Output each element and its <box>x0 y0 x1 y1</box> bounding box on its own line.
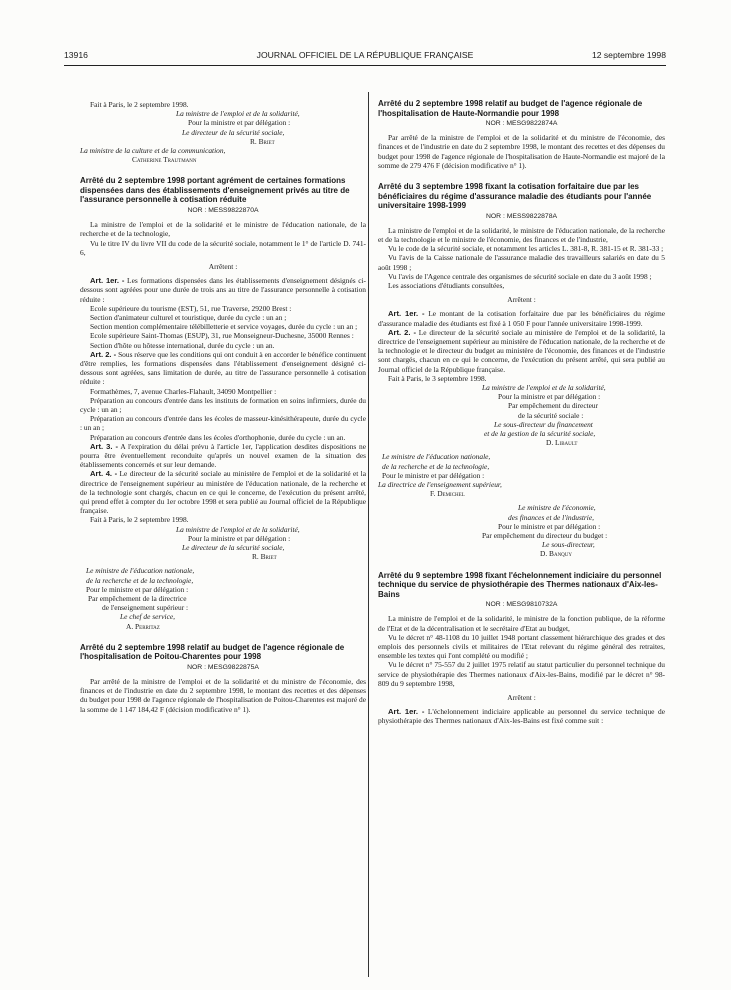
paragraph: Les associations d'étudiants consultées, <box>388 280 505 290</box>
signature-line: Le directeur de la sécurité sociale, <box>182 127 285 137</box>
article-label: Art. 2. - <box>90 349 117 359</box>
list-item: Préparation au concours d'entrée dans les instituts de formation en soins infirmiers, durée du cycle : un an ; <box>80 395 366 414</box>
signature-line: Le sous-directeur, <box>542 540 595 550</box>
article-2: Art. 2. - Le directeur de la sécurité sociale au ministère de l'emploi et de la solidarité, la directrice de l'enseignement supérieur au ministère de l'éducation nationale, de la recherche et de la technologie et le directeur du budget au ministère de l'économie, des finances et de l'industrie sont chargés, chacun en ce qui le concerne, de l'exécution du présent arrêté, qui sera publié au Journal officiel de la République française. <box>378 327 665 374</box>
list-item: Section d'animateur culturel et touristique, durée du cycle : un an ; <box>90 312 287 322</box>
paragraph: Vu le code de la sécurité sociale, et notamment les articles L. 381-8, R. 381-15 et R. 381-33 ; <box>388 244 664 254</box>
decree-title: Arrêté du 2 septembre 1998 portant agrément de certaines formations dispensées dans des établissements d'enseignement privés au titre de l'assurance personnelle à cotisation réduite <box>80 176 350 205</box>
article-label: Art. 1er. - <box>388 707 425 717</box>
paragraph: Vu l'avis de la Caisse nationale de l'assurance maladie des travailleurs salariés en date du 5 août 1998 ; <box>378 253 665 272</box>
signatory: Catherine Trautmann <box>132 155 197 165</box>
signature-block-previous <box>80 100 366 164</box>
signature-line: Le chef de service, <box>120 612 175 622</box>
nor-reference: NOR : MESG9822875A <box>187 663 259 671</box>
paragraph: La ministre de l'emploi et de la solidarité, le ministre de l'éducation nationale, de la recherche et de la technologie et le ministre de l'économie, des finances et de l'industrie, <box>378 225 665 244</box>
signature-line: Le ministre de l'éducation nationale, <box>86 566 195 576</box>
article-label: Art. 4. - <box>90 469 118 479</box>
paragraph: Vu l'avis de l'Agence centrale des organismes de sécurité sociale en date du 3 août 1998 ; <box>388 271 652 281</box>
signature-line: Le ministre de l'économie, <box>518 503 596 513</box>
paragraph: La ministre de l'emploi et de la solidarité, le ministre de la fonction publique, de la réforme de l'Etat et de la décentralisation et le secrétaire d'Etat au budget, <box>378 614 665 633</box>
list-item: Préparation au concours d'entrée dans les écoles d'orthophonie, durée du cycle : un an. <box>90 432 346 442</box>
list-item: Ecole supérieure Saint-Thomas (ESUP), 31, rue Monseigneur-Duchesne, 35000 Rennes : <box>90 331 354 341</box>
decree-title: Arrêté du 2 septembre 1998 relatif au budget de l'agence régionale de l'hospitalisation de Poitou-Charentes pour 1998 <box>80 642 345 662</box>
paragraph: Vu le titre IV du livre VII du code de la sécurité sociale, notamment le 1° de l'article D. 741-6, <box>80 238 366 257</box>
decree-title: Arrêté du 2 septembre 1998 relatif au budget de l'agence régionale de l'hospitalisation de Haute-Normandie pour 1998 <box>378 99 643 118</box>
list-item: Formathèmes, 7, avenue Charles-Flahault, 34090 Montpellier : <box>90 386 277 396</box>
fait-line: Fait à Paris, le 2 septembre 1998. <box>90 515 189 525</box>
signature-line: et de la gestion de la sécurité sociale, <box>484 428 596 438</box>
list-item: Préparation au concours d'entrée dans les écoles de masseur-kinésithérapeute, durée du cycle : un an ; <box>80 414 366 433</box>
signature-line: La ministre de l'emploi et de la solidarité, <box>176 524 300 534</box>
decree-echelonnement <box>378 571 665 726</box>
arretent: Arrêtent : <box>507 295 536 305</box>
signatory: D. Libault <box>546 438 578 448</box>
journal-title: JOURNAL OFFICIEL DE LA RÉPUBLIQUE FRANÇAISE <box>256 50 474 60</box>
nor-reference: NOR : MESS9822870A <box>187 206 259 214</box>
paragraph: La ministre de l'emploi et de la solidarité et le ministre de l'éducation nationale, de la recherche et de la technologie, <box>80 220 366 239</box>
list-item: Ecole supérieure du tourisme (EST), 51, rue Traverse, 29200 Brest : <box>90 303 292 313</box>
signature-line: Pour la ministre et par délégation : <box>188 118 291 128</box>
column-divider <box>368 92 369 977</box>
signature-line: Pour le ministre et par délégation : <box>498 521 601 531</box>
list-item: Section mention complémentaire télébilletterie et service voyages, durée du cycle : un an ; <box>90 322 358 332</box>
signature-line: Pour la ministre et par délégation : <box>498 392 601 402</box>
left-column <box>80 100 366 714</box>
paragraph: Par arrêté de la ministre de l'emploi et de la solidarité et du ministre de l'économie, des finances et de l'industrie en date du 2 septembre 1998, le montant des recettes et des dépenses du budget pour 1998 de l'agence régionale de l'hospitalisation de Poitou-Charentes est majoré de la somme de 1 147 184,42 F (décision modificative n° 1). <box>80 677 366 714</box>
list-item: Section d'hôte ou hôtesse international, durée du cycle : un an. <box>90 340 275 350</box>
signature-line: Le ministre de l'éducation nationale, <box>382 452 491 462</box>
nor-reference: NOR : MESG9810732A <box>485 601 558 609</box>
article-3: Art. 3. - A l'expiration du délai prévu à l'article 1er, l'application desdites dispositions ne pourra être éventuellement reconduite qu'après un nouvel examen de la situation des établissements concernés et sur leur demande. <box>80 441 366 470</box>
signature-line: Le sous-directeur du financement <box>494 419 593 429</box>
nor-reference: NOR : MESG9822874A <box>485 120 558 127</box>
signature-line: La ministre de l'emploi et de la solidarité, <box>176 109 300 119</box>
signature-line: La ministre de l'emploi et de la solidarité, <box>482 382 606 392</box>
decree-budget-haute-normandie <box>378 99 665 170</box>
signature-line: La directrice de l'enseignement supérieur, <box>378 480 502 489</box>
signature-line: de la recherche et de la technologie, <box>86 575 194 585</box>
article-label: Art. 2. - <box>388 327 416 337</box>
signature-line: de la recherche et de la technologie, <box>382 461 490 471</box>
signature-line: de la sécurité sociale : <box>518 410 584 420</box>
decree-agrement <box>80 176 366 630</box>
signature-line: de l'enseignement supérieur : <box>102 603 189 613</box>
signature-line: Pour la ministre et par délégation : <box>188 533 291 543</box>
signature-line: Par empêchement du directeur <box>508 401 599 411</box>
article-1: Art. 1er. - Les formations dispensées dans les établissements d'enseignement désignés ci-dessous sont agréées pour une durée de trois ans au titre de l'assurance personnelle à cotisation réduite : <box>80 276 367 304</box>
article-1: Art. 1er. - Le montant de la cotisation forfaitaire due par les bénéficiaires du régime d'assurance maladie des étudiants est fixé à 1 050 F pour l'année universitaire 1998-1999. <box>378 309 665 328</box>
article-label: Art. 1er. - <box>388 309 425 319</box>
signatory: R. Briet <box>252 552 277 562</box>
paragraph: Par arrêté de la ministre de l'emploi et de la solidarité et du ministre de l'économie, des finances et de l'industrie en date du 2 septembre 1998, le montant des recettes et des dépenses du budget pour 1998 de l'agence régionale de l'hospitalisation de Haute-Normandie est majoré de la somme de 279 476 F (décision modificative n° 1). <box>378 133 665 170</box>
page-header <box>64 50 666 64</box>
signature-line: Pour le ministre et par délégation : <box>86 584 189 594</box>
signature-line: Par empêchement du directeur du budget : <box>482 531 608 541</box>
decree-budget-poitou-charentes <box>80 643 366 714</box>
paragraph: Vu le décret n° 75-557 du 2 juillet 1975 relatif au statut particulier du personnel technique du service de physiothérapie des Thermes nationaux d'Aix-les-Bains, modifié par le décret n° 98-809 du 9 septembre 1998, <box>378 660 665 688</box>
issue-date: 12 septembre 1998 <box>591 50 666 60</box>
signatory: F. Demichel <box>430 489 465 499</box>
signature-line: des finances et de l'industrie, <box>508 512 594 522</box>
fait-line: Fait à Paris, le 2 septembre 1998. <box>90 100 189 109</box>
decree-title: Arrêté du 3 septembre 1998 fixant la cotisation forfaitaire due par les bénéficiaires du régime d'assurance maladie des étudiants pour l'année universitaire 1998-1999 <box>378 182 652 211</box>
signatory: A. Perritaz <box>126 621 160 631</box>
header-rule <box>64 65 666 66</box>
arretent: Arrêtent : <box>208 261 238 271</box>
decree-cotisation-etudiants <box>378 182 665 559</box>
article-label: Art. 3. - <box>90 441 118 451</box>
nor-reference: NOR : MESS9822878A <box>485 212 558 220</box>
paragraph: Vu le décret n° 48-1108 du 10 juillet 1948 portant classement hiérarchique des grades et des emplois des personnels civils et militaires de l'Etat relevant du régime général des retraites, ensemble les textes qui l'ont complété ou modifié ; <box>378 632 665 661</box>
article-1: Art. 1er. - L'échelonnement indiciaire applicable au personnel du service technique de physiothérapie des Thermes nationaux d'Aix-les-Bains est fixé comme suit : <box>378 707 666 726</box>
signatory: D. Banquy <box>540 549 573 559</box>
signature-line: Le directeur de la sécurité sociale, <box>182 543 285 553</box>
decree-title: Arrêté du 9 septembre 1998 fixant l'échelonnement indiciaire du personnel technique du service de physiothérapie des Thermes nationaux d'Aix-les-Bains <box>378 570 662 599</box>
fait-line: Fait à Paris, le 3 septembre 1998. <box>388 373 487 383</box>
right-column <box>378 99 665 726</box>
signature-line: La ministre de la culture et de la communication, <box>80 146 226 156</box>
arretent: Arrêtent : <box>507 692 536 702</box>
signature-line: Pour le ministre et par délégation : <box>382 470 485 480</box>
signatory: R. Briet <box>250 136 275 146</box>
article-2: Art. 2. - Sous réserve que les conditions qui ont conduit à en accorder le bénéfice continuent d'être remplies, les formations dispensées dans l'établissement d'enseignement désigné ci-dessous sont agréées, sans limitation de durée, au titre de l'assurance personnelle à cotisation réduite : <box>80 349 366 387</box>
page-number: 13916 <box>64 50 88 60</box>
signature-line: Par empêchement de la directrice <box>88 594 187 604</box>
article-4: Art. 4. - Le directeur de la sécurité sociale au ministère de l'emploi et de la solidarité et la directrice de l'enseignement supérieur au ministère de l'éducation nationale, de la recherche et de la technologie sont chargés, chacun en ce qui le concerne, de l'exécution du présent arrêté, qui prend effet à compter du 1er octobre 1998 et sera publié au Journal officiel de la République française. <box>80 469 366 516</box>
article-label: Art. 1er. - <box>90 276 125 286</box>
